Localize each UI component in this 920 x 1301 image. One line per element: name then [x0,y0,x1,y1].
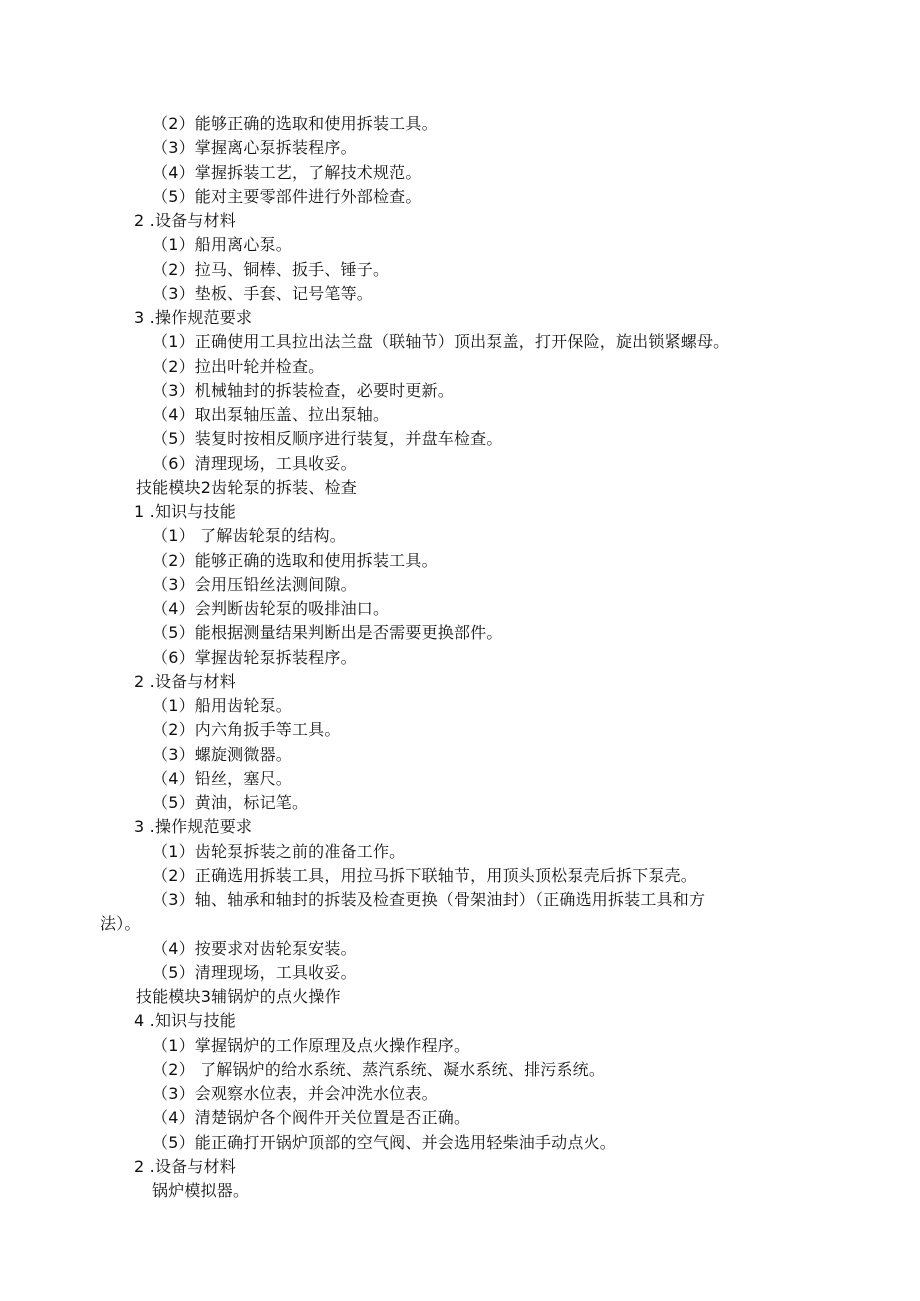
list-item: （5）装复时按相反顺序进行装复，并盘车检查。 [152,429,503,449]
list-item: （2） 了解锅炉的给水系统、蒸汽系统、凝水系统、排污系统。 [152,1059,606,1079]
list-item: （2）内六角扳手等工具。 [152,720,341,740]
list-item: （4）会判断齿轮泵的吸排油口。 [152,599,390,618]
list-item-continuation: 法）。 [100,914,141,934]
list-item: （1）正确使用工具拉出法兰盘（联轴节）顶出泵盖，打开保险，旋出锁紧螺母。 [152,332,730,352]
list-item: （3）会观察水位表，并会冲洗水位表。 [152,1084,438,1103]
list-item: （5）能根据测量结果判断出是否需要更换部件。 [152,623,503,643]
list-item: （5）黄油，标记笔。 [152,793,309,812]
list-item: （3）垫板、手套、记号笔等。 [152,283,373,303]
section-heading: 2 .设备与材料 [134,211,236,230]
list-item: （2）拉马、铜棒、扳手、锤子。 [152,259,390,279]
list-item: （4）掌握拆装工艺，了解技术规范。 [152,162,422,182]
list-item: （3）会用压铅丝法测间隙。 [152,574,357,594]
list-item: （2）能够正确的选取和使用拆装工具。 [152,114,438,133]
list-item: （3）轴、轴承和轴封的拆装及检查更换（骨架油封）（正确选用拆装工具和方 [152,890,706,909]
section-heading: 1 .知识与技能 [134,502,236,521]
section-heading: 3 .操作规范要求 [134,817,253,837]
list-item: （2）拉出叶轮并检查。 [152,356,325,376]
list-item: （5）能对主要零部件进行外部检查。 [152,186,422,206]
list-item: （3）机械轴封的拆装检查，必要时更新。 [152,380,454,400]
list-item: （4）铅丝，塞尺。 [152,768,292,788]
list-item: （2）能够正确的选取和使用拆装工具。 [152,550,438,570]
section-heading: 2 .设备与材料 [134,1156,236,1176]
list-item: （1）船用齿轮泵。 [152,696,292,715]
module-heading: 技能模块2齿轮泵的拆装、检查 [136,477,357,497]
list-item: （1） 了解齿轮泵的结构。 [152,526,346,546]
section-heading: 3 .操作规范要求 [134,308,253,327]
list-item: （3）螺旋测微器。 [152,744,292,764]
section-heading: 2 .设备与材料 [134,671,236,691]
list-item: （5）能正确打开锅炉顶部的空气阀、并会选用轻柴油手动点火。 [152,1132,616,1152]
list-item: （3）掌握离心泵拆装程序。 [152,138,357,158]
list-item: （1）掌握锅炉的工作原理及点火操作程序。 [152,1035,471,1055]
list-item: （1）船用离心泵。 [152,235,292,255]
list-item: 锅炉模拟器。 [152,1181,250,1200]
list-item: （2）正确选用拆装工具，用拉马拆下联轴节，用顶头顶松泵壳后拆下泵壳。 [152,865,697,885]
module-heading: 技能模块3辅锅炉的点火操作 [136,987,341,1006]
document-body [0,112,920,1203]
list-item: （5）清理现场，工具收妥。 [152,962,357,982]
list-item: （4）取出泵轴压盖、拉出泵轴。 [152,405,390,424]
list-item: （6）掌握齿轮泵拆装程序。 [152,647,357,667]
list-item: （1）齿轮泵拆装之前的准备工作。 [152,841,406,861]
list-item: （6）清理现场，工具收妥。 [152,453,357,473]
list-item: （4）按要求对齿轮泵安装。 [152,938,357,958]
list-item: （4）清楚锅炉各个阀件开关位置是否正确。 [152,1108,471,1128]
section-heading: 4 .知识与技能 [134,1011,236,1031]
